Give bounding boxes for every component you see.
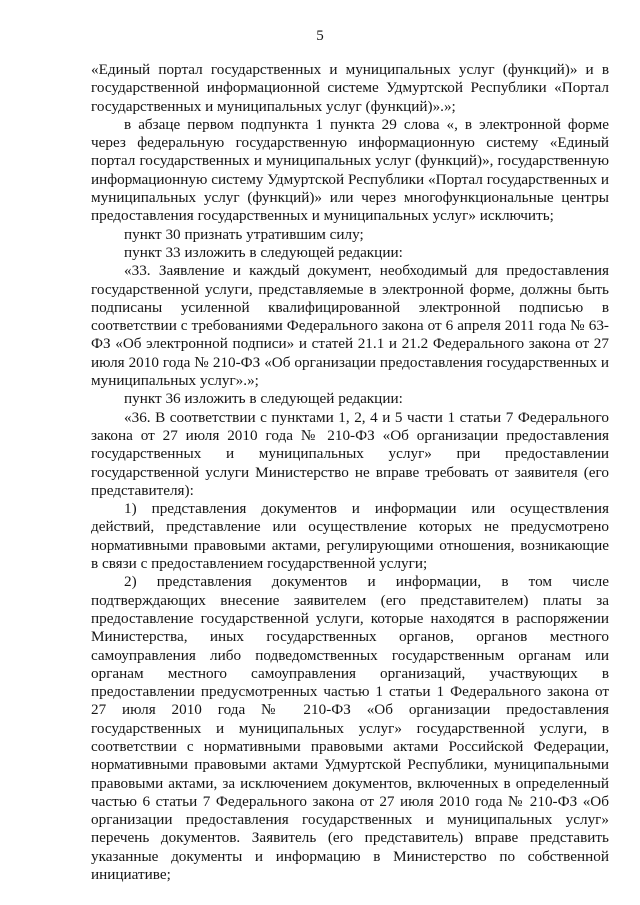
paragraph-clause-33: «33. Заявление и каждый документ, необходимый для предоставления государственной услуги, представляемые в электронной форме, должны быть подписаны усиленной квалифицированной электронной подписью в соответствии с требованиями Федерального закона от 6 апреля 2011 года № 63-ФЗ «Об электронной подписи» и статей 21.1 и 21.2 Федерального закона от 27 июля 2010 года № 210-ФЗ «Об организации предоставления государственных и муниципальных услуг».»; bbox=[91, 262, 609, 390]
paragraph-clause-36: «36. В соответствии с пунктами 1, 2, 4 и 5 части 1 статьи 7 Федерального закона от 27 июля 2010 года № 210-ФЗ «Об организации предоставления государственных и муниципальных услуг» при предоставлении государственной услуги Министерство не вправе требовать от заявителя (его представителя): bbox=[91, 408, 609, 499]
paragraph-clause-36-item-2: 2) представления документов и информации, в том числе подтверждающих внесение заявителем (его представителем) платы за предоставление государственной услуги, которые находятся в распоряжении Министерства, иных государственных органов, органов местного самоуправления либо подведомственных государственным органам или органам местного самоуправления организаций, участвующих в предоставлении предусмотренных частью 1 статьи 1 Федерального закона от 27 июля 2010 года № 210-ФЗ «Об организации предоставления государственных и муниципальных услуг» государственной услуги, в соответствии с нормативными правовыми актами Российской Федерации, нормативными правовыми актами Удмуртской Республики, муниципальными правовыми актами, за исключением документов, включенных в определенный частью 6 статьи 7 Федерального закона от 27 июля 2010 года № 210-ФЗ «Об организации предоставления государственных и муниципальных услуг» перечень документов. Заявитель (его представитель) вправе представить указанные документы и информацию в Министерство по собственной инициативе; bbox=[91, 573, 609, 884]
paragraph-amendment-29: в абзаце первом подпункта 1 пункта 29 слова «, в электронной форме через федеральную государственную информационную систему «Единый портал государственных и муниципальных услуг (функций)», государственную информационную систему Удмуртской Республики «Портал государственных и муниципальных услуг (функций)» или через многофункциональные центры предоставления государственных и муниципальных услуг» исключить; bbox=[91, 115, 609, 225]
paragraph-amendment-33-intro: пункт 33 изложить в следующей редакции: bbox=[124, 243, 403, 261]
paragraph-clause-36-item-1: 1) представления документов и информации или осуществления действий, представление или осуществление которых не предусмотрено нормативными правовыми актами, регулирующими отношения, возникающие в связи с предоставлением государственной услуги; bbox=[91, 500, 609, 573]
paragraph-amendment-30: пункт 30 признать утратившим силу; bbox=[124, 225, 364, 243]
paragraph-amendment-36-intro: пункт 36 изложить в следующей редакции: bbox=[124, 390, 403, 408]
page-number: 5 bbox=[316, 28, 324, 44]
paragraph-continuation: «Единый портал государственных и муниципальных услуг (функций)» и в государственной информационной системе Удмуртской Республики «Портал государственных и муниципальных услуг (функций)».»; bbox=[91, 61, 609, 115]
document-body bbox=[91, 61, 609, 884]
